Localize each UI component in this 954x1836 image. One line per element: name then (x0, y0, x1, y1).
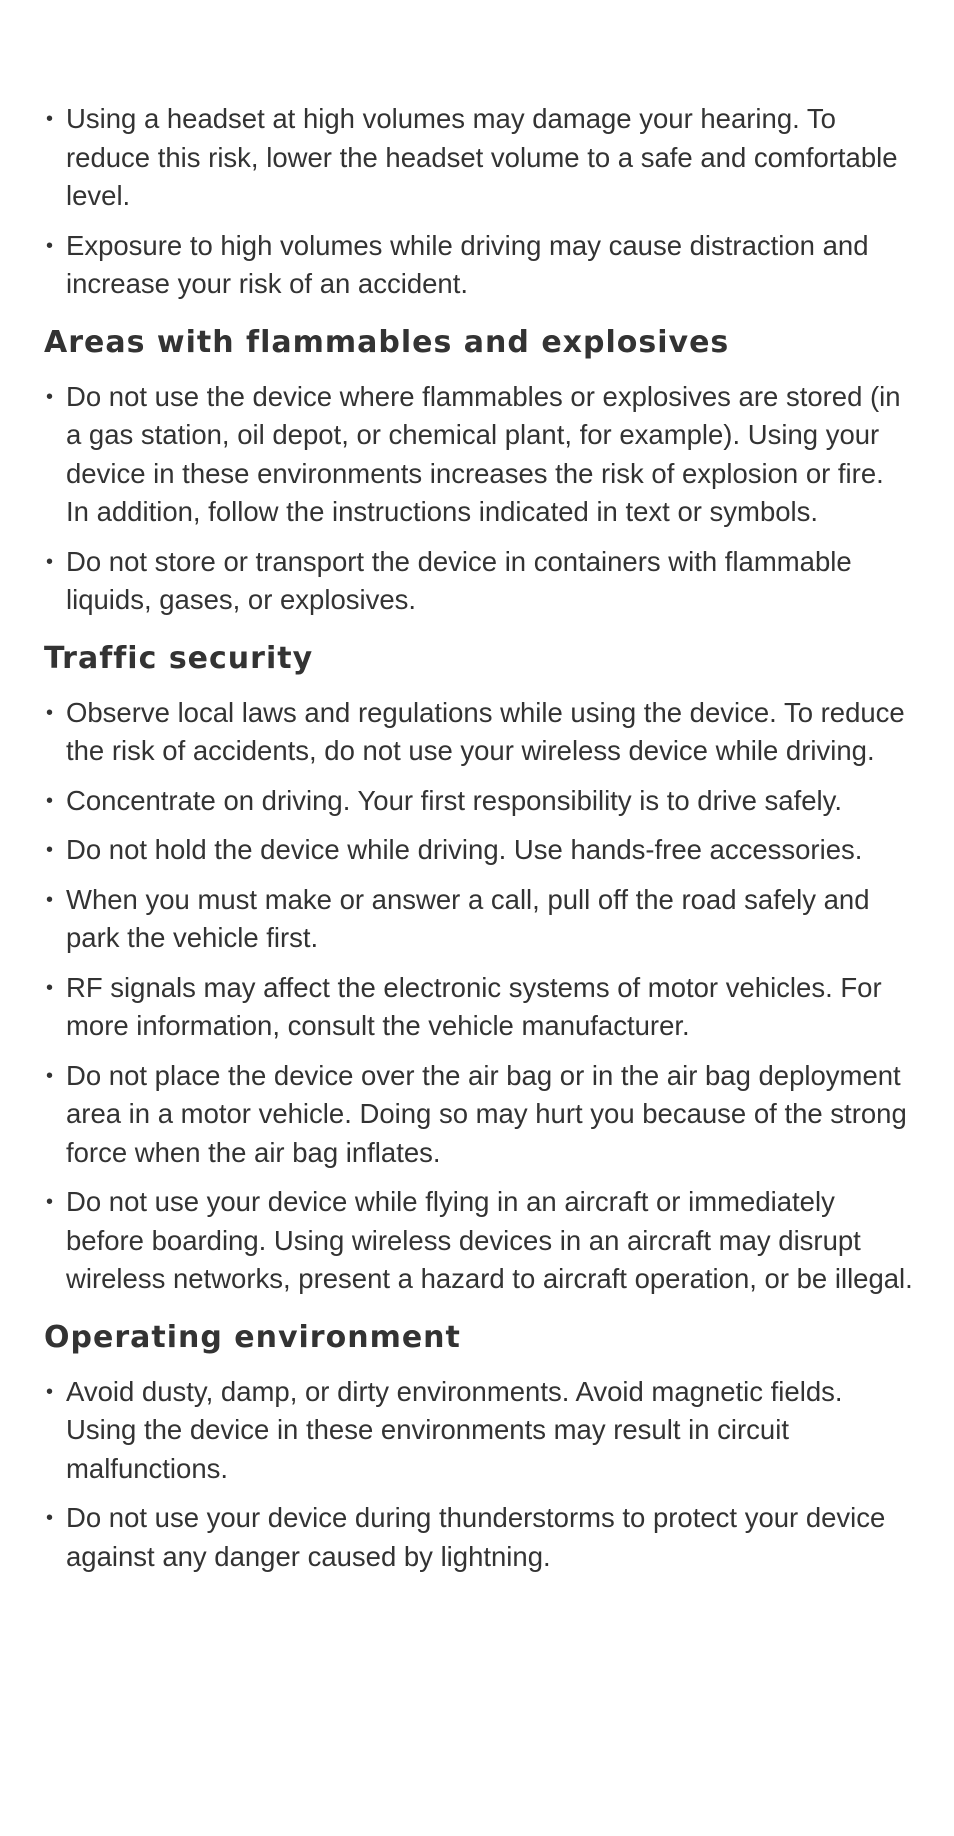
bullet-icon: • (46, 1064, 54, 1087)
list-item (44, 694, 914, 771)
bullet-icon: • (46, 234, 54, 257)
bullet-icon: • (46, 385, 54, 408)
list-item (44, 1057, 914, 1173)
bullet-icon: • (46, 701, 54, 724)
operating-list (44, 1373, 914, 1577)
flammables-list (44, 378, 914, 620)
bullet-icon: • (46, 1380, 54, 1403)
list-item-text: Do not use your device during thunderstorms to protect your device against any danger caused by lightning. (66, 1502, 886, 1572)
bullet-icon: • (46, 550, 54, 573)
bullet-icon: • (46, 839, 54, 861)
list-item (44, 543, 914, 620)
list-item (44, 1499, 914, 1576)
list-item (44, 969, 914, 1046)
section-heading-traffic: Traffic security (44, 640, 314, 676)
list-item (44, 100, 914, 216)
intro-list (44, 100, 914, 304)
list-item (44, 378, 914, 532)
list-item-text: Observe local laws and regulations while using the device. To reduce the risk of accidents, do not use your wireless device while driving. (66, 696, 905, 766)
section-heading-operating: Operating environment (44, 1319, 461, 1355)
traffic-list (44, 694, 914, 1299)
bullet-icon: • (46, 888, 54, 911)
list-item (44, 881, 914, 958)
list-item (44, 831, 914, 870)
list-item-text: Using a headset at high volumes may damage your hearing. To reduce this risk, lower the headset volume to a safe and comfortable level. (66, 103, 898, 211)
list-item-text: Exposure to high volumes while driving may cause distraction and increase your risk of an accident. (66, 229, 869, 299)
list-item (44, 227, 914, 304)
list-item-text: Do not store or transport the device in containers with flammable liquids, gases, or explosives. (66, 545, 852, 615)
list-item (44, 1183, 914, 1299)
list-item-text: Concentrate on driving. Your first responsibility is to drive safely. (66, 784, 842, 816)
list-item (44, 1373, 914, 1489)
bullet-icon: • (46, 1507, 54, 1529)
list-item-text: When you must make or answer a call, pull off the road safely and park the vehicle first. (66, 883, 870, 953)
list-item-text: RF signals may affect the electronic systems of motor vehicles. For more information, consult the vehicle manufacturer. (66, 971, 882, 1041)
bullet-icon: • (46, 1191, 54, 1213)
list-item-text: Do not place the device over the air bag or in the air bag deployment area in a motor vehicle. Doing so may hurt you because of the strong force when the air bag inflates. (66, 1059, 907, 1168)
list-item (44, 782, 914, 821)
bullet-icon: • (46, 789, 54, 812)
list-item-text: Avoid dusty, damp, or dirty environments. Avoid magnetic fields. Using the device in these environments may result in circuit malfunctions. (66, 1375, 843, 1484)
list-item-text: Do not use your device while flying in an aircraft or immediately before boarding. Using wireless devices in an aircraft may disrupt wireless networks, present a hazard to aircraft operation, or be illegal. (66, 1186, 913, 1294)
list-item-text: Do not use the device where flammables or explosives are stored (in a gas station, oil depot, or chemical plant, for example). Using your device in these environments increases the risk of explosion or fire. In addition, follow the instructions indicated in text or symbols. (66, 380, 901, 527)
bullet-icon: • (46, 108, 54, 130)
bullet-icon: • (46, 976, 54, 999)
section-heading-flammables: Areas with flammables and explosives (44, 324, 730, 360)
list-item-text: Do not hold the device while driving. Use hands-free accessories. (66, 834, 863, 865)
